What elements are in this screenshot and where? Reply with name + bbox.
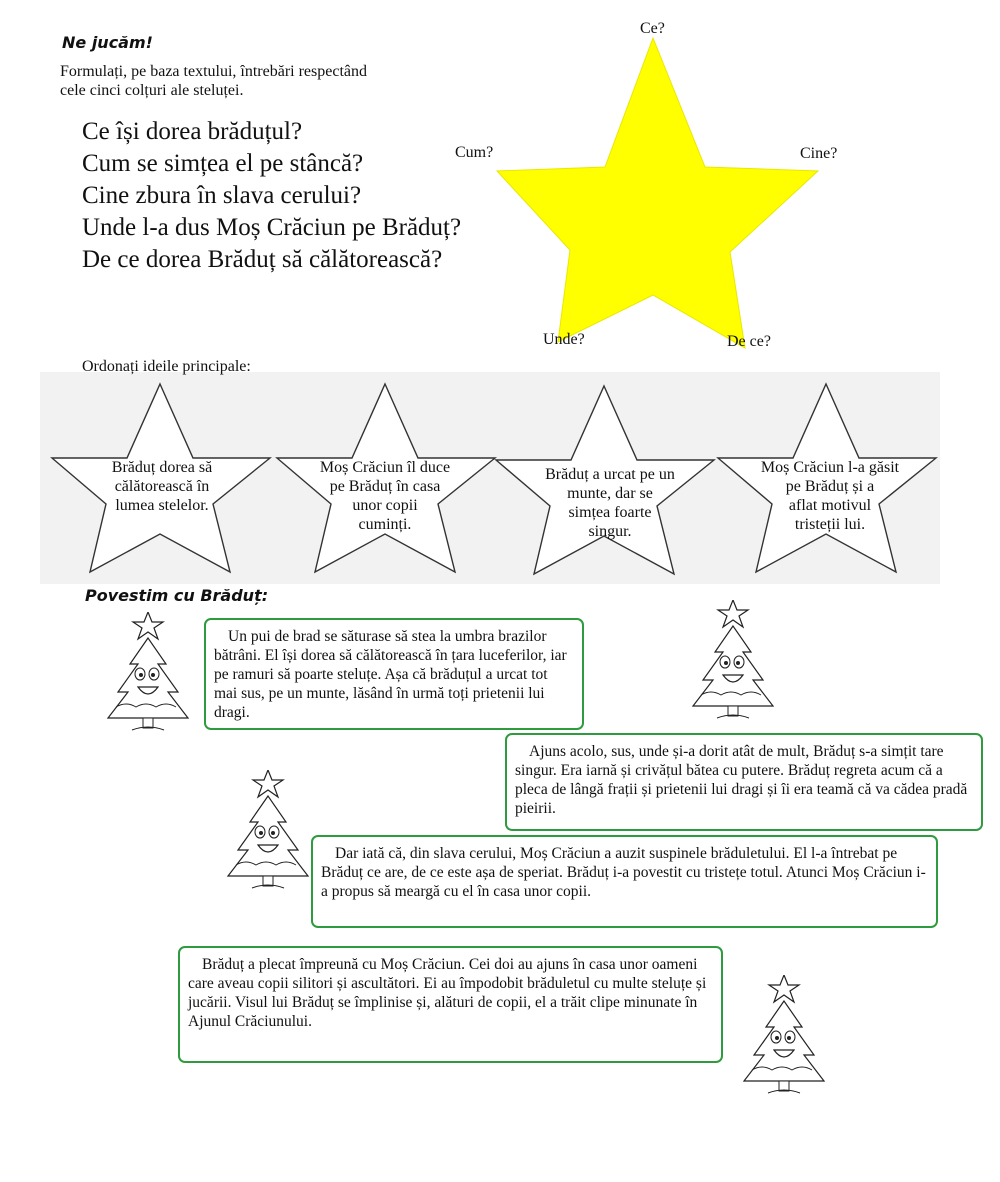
idea-line: aflat motivul bbox=[788, 497, 872, 514]
idea-line: Moș Crăciun l-a găsit bbox=[760, 459, 900, 476]
idea-line: călătorească în bbox=[114, 478, 210, 495]
star-label-left: Cum? bbox=[455, 144, 494, 161]
ideas-heading: Ordonați ideile principale: bbox=[82, 358, 251, 375]
star-label-bottom-right: De ce? bbox=[727, 333, 771, 350]
idea-line: singur. bbox=[588, 523, 632, 540]
question-item: Cine zbura în slava cerului? bbox=[82, 182, 362, 209]
idea-star-3-text bbox=[522, 465, 698, 541]
christmas-tree-icon bbox=[88, 612, 208, 737]
instruction-line: cele cinci colțuri ale steluței. bbox=[60, 82, 244, 99]
star-label-right: Cine? bbox=[800, 145, 838, 162]
star-label-top: Ce? bbox=[640, 20, 665, 37]
story-paragraph-1: Un pui de brad se săturase să stea la umbra brazilor bătrâni. El își dorea să călătorească în țara luceferilor, iar pe ramuri să poarte steluțe. Așa că brăduțul a urcat tot mai sus, pe un munte, lăsând în urmă toți prietenii lui dragi. bbox=[204, 618, 584, 730]
idea-line: Brăduț dorea să bbox=[111, 459, 213, 476]
idea-line: Moș Crăciun îl duce bbox=[319, 459, 451, 476]
idea-line: Brăduț a urcat pe un bbox=[545, 466, 675, 483]
christmas-tree-icon bbox=[724, 975, 844, 1100]
idea-star-1-text bbox=[82, 458, 242, 515]
question-list bbox=[82, 116, 461, 276]
section-heading-story: Povestim cu Brăduț: bbox=[85, 586, 269, 605]
question-item: De ce dorea Brăduț să călătorească? bbox=[82, 246, 443, 273]
story-paragraph-3: Dar iată că, din slava cerului, Moș Crăciun a auzit suspinele brăduletului. El l-a întrebat pe Brăduț ce are, de ce este așa de speriat. Brăduț i-a povestit cu tristețe totul. Atunci Moș Crăciun i-a propus să meargă cu el în casa unor copii. bbox=[311, 835, 938, 928]
story-paragraph-4: Brăduț a plecat împreună cu Moș Crăciun. Cei doi au ajuns în casa unor oameni care aveau copii silitori și ascultători. Ei au împodobit brăduletul cu multe steluțe și jucării. Visul lui Brăduț se împlinise și, alături de copii, el a trăit clipe minunate în Ajunul Crăciunului. bbox=[178, 946, 723, 1063]
question-item: Unde l-a dus Moș Crăciun pe Brăduț? bbox=[82, 214, 462, 241]
yellow-question-star bbox=[440, 20, 880, 360]
christmas-tree-icon bbox=[673, 600, 793, 725]
story-paragraph-2: Ajuns acolo, sus, unde și-a dorit atât de mult, Brăduț s-a simțit tare singur. Era iarnă și crivățul bătea cu putere. Brăduț regreta acum că a pleca de lângă frații și prietenii lui dragi și îi era teamă că va cădea pradă pieirii. bbox=[505, 733, 983, 831]
star-shape bbox=[497, 38, 818, 348]
idea-line: pe Brăduț și a bbox=[785, 478, 875, 495]
question-item: Cum se simțea el pe stâncă? bbox=[82, 150, 364, 177]
idea-line: munte, dar se bbox=[567, 485, 653, 502]
idea-line: tristeții lui. bbox=[794, 516, 866, 533]
idea-line: pe Brăduț în casa bbox=[329, 478, 441, 495]
star-label-bottom-left: Unde? bbox=[543, 331, 585, 348]
idea-line: simțea foarte bbox=[568, 504, 652, 521]
idea-line: cuminți. bbox=[358, 516, 412, 533]
idea-star-2-text bbox=[300, 458, 470, 534]
question-item: Ce își dorea brăduțul? bbox=[82, 118, 303, 145]
instruction-line: Formulați, pe baza textului, întrebări respectând bbox=[60, 63, 367, 80]
idea-star-4-text bbox=[742, 458, 918, 534]
christmas-tree-icon bbox=[208, 770, 328, 895]
instruction-text bbox=[60, 62, 367, 100]
idea-line: lumea stelelor. bbox=[115, 497, 209, 514]
section-heading-play: Ne jucăm! bbox=[62, 33, 153, 52]
idea-line: unor copii bbox=[352, 497, 418, 514]
